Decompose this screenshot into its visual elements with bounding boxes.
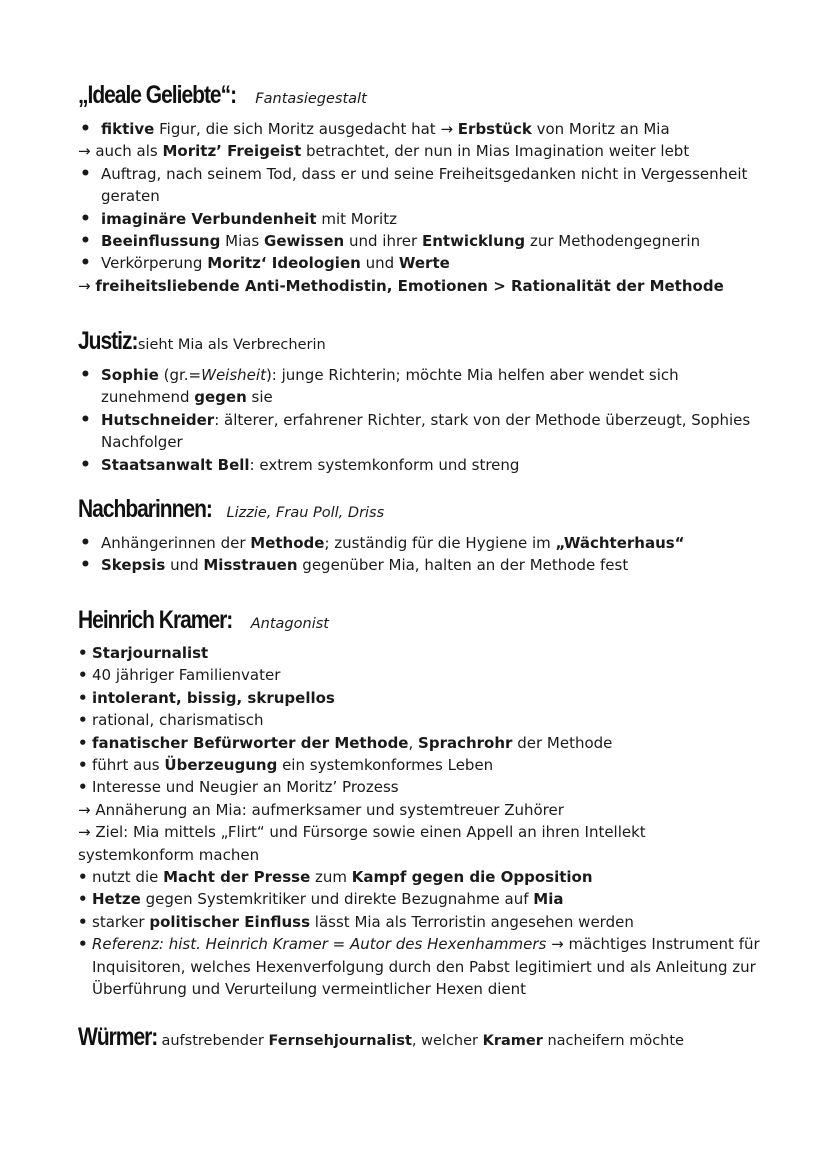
bullet-item [78,364,778,386]
text-segment: Anhängerinnen der [101,534,251,552]
bullet-item [78,911,778,933]
text-segment: Überführung und Verurteilung vermeintlicher Hexen dient [92,980,527,999]
arrow-note [78,799,778,821]
bold-text: gegen [194,388,247,407]
text-segment: der Methode [512,733,613,752]
bold-text: Staatsanwalt Bell [101,455,250,474]
text-segment: lässt Mia als Terroristin angesehen werden [310,912,634,931]
bullet-item [78,776,778,798]
bullet-continuation [78,386,778,408]
bold-text: Fernsehjournalist [268,1033,412,1049]
text-segment: rational, charismatisch [92,711,264,730]
text-segment: ; zuständig für die Hygiene im [324,534,556,552]
bullet-item [78,732,778,754]
bold-text: Starjournalist [92,644,209,662]
bullet-item [78,709,778,731]
text-segment: von Moritz an Mia [531,120,670,138]
bullet-item [78,230,778,252]
section-ideale [78,80,778,297]
section-heading [78,605,778,635]
text-segment: → Ziel: Mia mittels „Flirt“ und Fürsorge sowie einen Appell an ihren Intellekt [78,823,646,842]
text-segment: und ihrer [344,232,422,251]
bold-text: Misstrauen [203,556,298,575]
section-nachbarinnen [78,494,778,577]
bullet-item [78,687,778,709]
bullet-item [78,118,778,140]
bold-text: fanatischer Befürworter der Methode [92,733,409,752]
heading-subtitle: Antagonist [250,616,329,632]
heading-title: Nachbarinnen: [78,495,212,523]
bold-text: Hutschneider [101,410,215,429]
text-segment: → [78,276,96,295]
bold-text: Skepsis [101,556,166,575]
bold-text: „Wächterhaus“ [555,534,685,552]
arrow-note [78,821,778,843]
italic-text: Weisheit [201,366,266,384]
section-kramer [78,605,778,1001]
heading-subtitle: Fantasiegestalt [255,91,367,107]
bold-text: intolerant, bissig, skrupellos [92,688,335,707]
text-segment: nacheifern möchte [542,1033,684,1049]
heading-title: Heinrich Kramer: [78,606,233,634]
text-segment: und [165,556,204,575]
text-segment: gegenüber Mia, halten an der Methode fest [297,556,629,575]
text-segment: zunehmend [101,388,195,407]
bold-text: freiheitsliebende Anti-Methodistin, Emotionen > Rationalität der Methode [95,276,724,295]
bold-text: Erbstück [457,120,532,138]
text-segment: Verkörperung [101,254,208,273]
bold-text: politischer Einfluss [149,912,311,931]
text-segment: führt aus [92,756,165,775]
bold-text: Mia [533,890,564,909]
text-segment: und [360,254,399,273]
bold-text: Sprachrohr [418,733,513,752]
text-segment: 40 jähriger Familienvater [92,666,281,685]
section-heading [78,1022,778,1052]
text-segment: Figur, die sich Moritz ausgedacht hat → [154,120,458,138]
arrow-note [78,275,778,297]
section-heading [78,326,778,356]
text-segment: betrachtet, der nun in Mias Imagination weiter lebt [301,142,690,161]
bullet-item [78,888,778,910]
bullet-item [78,664,778,686]
text-segment: mit Moritz [316,209,397,228]
bold-text: Methode [250,534,325,552]
bullet-item [78,532,778,554]
bold-text: Moritz‘ Ideologien [207,254,361,273]
bold-text: Sophie [101,366,159,384]
text-segment: Mias [220,232,265,251]
bullet-continuation [78,431,778,453]
heading-title: Würmer: [78,1023,158,1051]
bullet-item [78,554,778,576]
text-segment: zur Methodengegnerin [525,232,701,251]
text-segment: : extrem systemkonform und streng [249,455,520,474]
bullet-item [78,208,778,230]
bullet-item [78,409,778,431]
bullet-item [78,163,778,185]
text-segment: : älterer, erfahrener Richter, stark von der Methode überzeugt, Sophies [214,410,751,429]
section-heading [78,80,778,110]
bold-text: Macht der Presse [163,868,311,887]
bold-text: Überzeugung [164,756,278,775]
text-segment: Nachfolger [101,433,183,452]
heading-subtitle: sieht Mia als Verbrecherin [137,337,326,353]
text-segment: ): junge Richterin; möchte Mia helfen aber wendet sich [265,366,679,384]
bold-text: Moritz’ Freigeist [162,142,302,161]
text-segment: Auftrag, nach seinem Tod, dass er und seine Freiheitsgedanken nicht in Vergessenheit [101,164,748,183]
bullet-item [78,642,778,664]
italic-text: Referenz: hist. Heinrich Kramer = Autor des Hexenhammers [92,935,547,954]
bold-text: Entwicklung [421,232,526,251]
heading-subtitle: Lizzie, Frau Poll, Driss [226,505,385,521]
bold-text: fiktive [101,120,155,138]
bullet-item [78,866,778,888]
text-segment: aufstrebender [161,1033,269,1049]
bold-text: Beeinflussung [101,232,221,251]
bullet-continuation [78,185,778,207]
text-segment: geraten [101,187,160,206]
bullet-continuation [78,956,778,978]
section-justiz [78,326,778,476]
bold-text: Kampf gegen die Opposition [351,868,593,887]
bullet-item [78,933,778,955]
bullet-item [78,754,778,776]
text-segment: (gr.= [158,366,202,384]
bold-text: Hetze [92,890,141,909]
text-segment: , welcher [411,1033,483,1049]
text-segment: → mächtiges Instrument für [546,935,760,954]
text-segment: starker [92,912,150,931]
heading-subtitle [161,1033,683,1049]
section-heading [78,494,778,524]
text-segment: gegen Systemkritiker und direkte Bezugnahme auf [140,890,534,909]
text-line [78,844,778,866]
bold-text: imaginäre Verbundenheit [101,209,317,228]
bullet-continuation [78,978,778,1000]
text-segment: nutzt die [92,868,164,887]
text-segment: Inquisitoren, welches Hexenverfolgung durch den Pabst legitimiert und als Anleitung zur [92,957,756,976]
section-wuermer [78,1022,778,1060]
text-segment: → auch als [78,142,163,161]
bold-text: Kramer [482,1033,543,1049]
text-segment: , [408,733,419,752]
text-segment: → Annäherung an Mia: aufmerksamer und systemtreuer Zuhörer [78,800,564,819]
heading-title: Justiz: [78,327,138,355]
bold-text: Werte [398,254,450,273]
bold-text: Gewissen [264,232,345,251]
text-segment: Interesse und Neugier an Moritz’ Prozess [92,778,399,797]
text-segment: zum [310,868,352,887]
heading-title: „Ideale Geliebte“: [78,81,237,109]
text-segment: systemkonform machen [78,845,260,864]
bullet-item [78,252,778,274]
arrow-note [78,140,778,162]
text-segment: sie [246,388,273,407]
text-segment: ein systemkonformes Leben [277,756,494,775]
bullet-item [78,454,778,476]
